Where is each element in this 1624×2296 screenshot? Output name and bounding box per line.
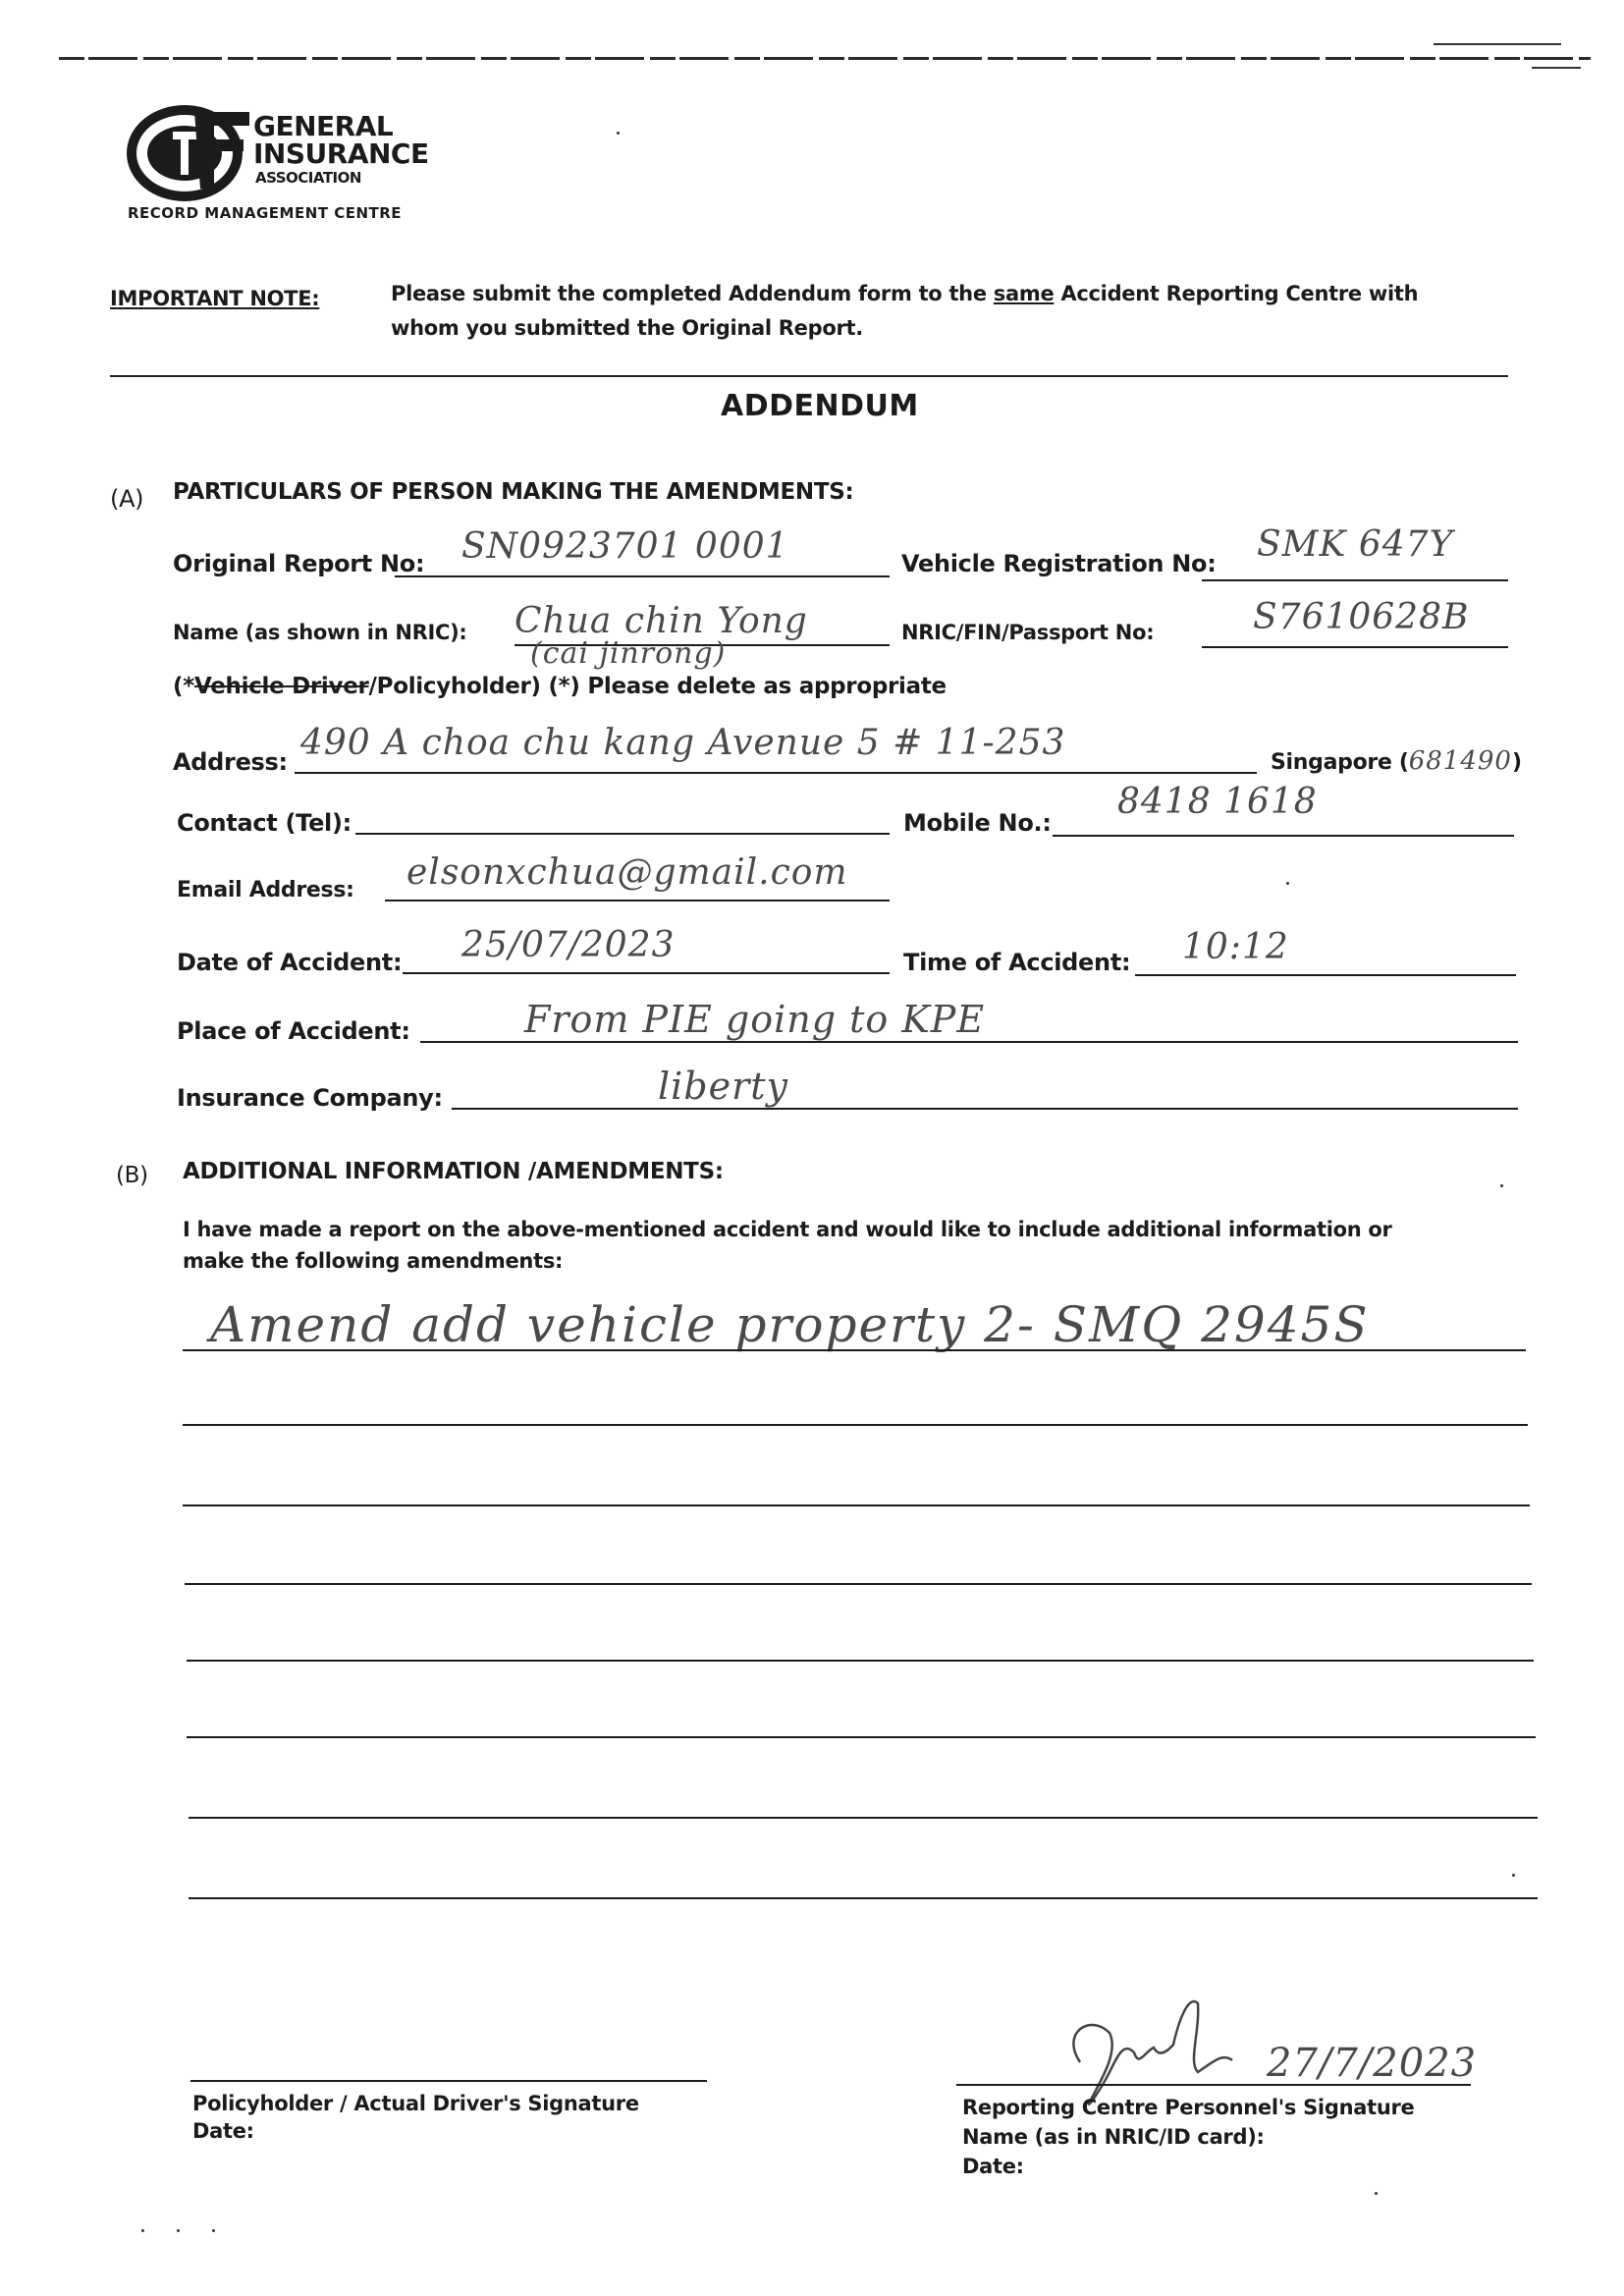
speck — [1512, 1874, 1515, 1877]
amendment-line — [187, 1660, 1534, 1662]
personnel-signature-label: Reporting Centre Personnel's Signature — [962, 2096, 1415, 2119]
amendment-line — [189, 1817, 1538, 1819]
mobile-label: Mobile No.: — [903, 809, 1052, 837]
email-label: Email Address: — [177, 878, 354, 902]
vehicle-reg-value: SMK 647Y — [1257, 524, 1454, 565]
vehicle-reg-label: Vehicle Registration No: — [901, 550, 1217, 577]
policyholder-signature-label: Policyholder / Actual Driver's Signature — [192, 2092, 639, 2115]
important-note-text — [391, 282, 1418, 305]
name-label: Name (as shown in NRIC): — [173, 621, 467, 644]
singapore-label: Singapore ( — [1271, 750, 1409, 775]
date-of-accident-line — [403, 972, 890, 974]
gia-emblem-icon — [126, 102, 263, 210]
speck — [1500, 1184, 1503, 1187]
postal-value: 681490 — [1408, 746, 1512, 776]
original-report-value: SN0923701 0001 — [461, 526, 789, 567]
scan-edge-line — [59, 57, 1591, 60]
note-text-part2: Accident Reporting Centre with — [1054, 282, 1419, 305]
section-a-heading: PARTICULARS OF PERSON MAKING THE AMENDMENTS: — [173, 479, 854, 505]
personnel-date-value: 27/7/2023 — [1267, 2041, 1478, 2086]
place-of-accident-line — [420, 1041, 1518, 1043]
mobile-value: 8418 1618 — [1117, 782, 1318, 822]
speck — [177, 2229, 180, 2232]
speck — [617, 132, 620, 135]
nric-value: S7610628B — [1253, 597, 1470, 637]
address-line — [295, 772, 1257, 774]
speck — [1375, 2192, 1378, 2195]
role-prefix: (* — [173, 674, 194, 699]
personnel-name-label: Name (as in NRIC/ID card): — [962, 2125, 1265, 2149]
nric-line — [1202, 646, 1508, 648]
time-of-accident-value: 10:12 — [1182, 927, 1289, 967]
time-of-accident-line — [1135, 974, 1516, 976]
mobile-line — [1053, 835, 1514, 837]
place-of-accident-label: Place of Accident: — [177, 1017, 410, 1045]
singapore-block — [1271, 746, 1522, 776]
original-report-line — [395, 575, 890, 577]
policyholder-date-label: Date: — [192, 2119, 254, 2143]
name-value: Chua chin Yong — [514, 601, 808, 641]
speck — [1286, 882, 1289, 885]
section-a-marker: (A) — [110, 485, 144, 513]
time-of-accident-label: Time of Accident: — [903, 949, 1131, 976]
important-note-text-line2: whom you submitted the Original Report. — [391, 316, 863, 340]
section-b-intro-line1: I have made a report on the above-mentioned accident and would like to include additional information or — [183, 1218, 1392, 1241]
original-report-label: Original Report No: — [173, 550, 425, 577]
org-name-line2: INSURANCE — [253, 137, 429, 170]
role-struck: Vehicle Driver — [193, 674, 369, 699]
contact-label: Contact (Tel): — [177, 809, 352, 837]
org-name-line3: ASSOCIATION — [255, 169, 361, 187]
scan-edge-mark — [1532, 67, 1581, 69]
insurance-company-value: liberty — [658, 1065, 789, 1108]
amendment-line — [189, 1897, 1538, 1899]
important-note-label: IMPORTANT NOTE: — [110, 287, 320, 310]
vehicle-reg-line — [1202, 579, 1508, 581]
centre-name: RECORD MANAGEMENT CENTRE — [128, 204, 403, 222]
amendment-line — [185, 1583, 1532, 1585]
org-name-line1: GENERAL — [253, 110, 394, 142]
personnel-signature-line — [956, 2084, 1471, 2086]
name-value-line2: (cai jinrong) — [530, 636, 727, 671]
speck — [212, 2229, 215, 2232]
amendment-line — [183, 1349, 1526, 1351]
speck — [141, 2229, 144, 2232]
note-text-same: same — [993, 282, 1055, 305]
scan-edge-mark — [1434, 43, 1561, 45]
role-line — [173, 674, 947, 699]
divider — [110, 375, 1508, 377]
date-of-accident-value: 25/07/2023 — [461, 925, 676, 965]
date-of-accident-label: Date of Accident: — [177, 949, 403, 976]
role-suffix: /Policyholder) (*) Please delete as appropriate — [368, 674, 947, 699]
section-b-heading: ADDITIONAL INFORMATION /AMENDMENTS: — [183, 1159, 724, 1184]
note-text-part1: Please submit the completed Addendum form to the — [391, 282, 994, 305]
amendment-line — [183, 1424, 1528, 1426]
policyholder-signature-line — [190, 2080, 707, 2082]
insurance-company-label: Insurance Company: — [177, 1084, 443, 1112]
email-line — [385, 900, 890, 902]
insurance-company-line — [452, 1108, 1518, 1110]
contact-line — [355, 833, 890, 835]
section-b-marker: (B) — [116, 1163, 148, 1188]
nric-label: NRIC/FIN/Passport No: — [901, 621, 1155, 644]
amendment-line — [183, 1504, 1530, 1506]
form-title: ADDENDUM — [721, 389, 919, 423]
address-value: 490 A choa chu kang Avenue 5 # 11-253 — [300, 723, 1066, 763]
gia-logo — [126, 102, 450, 220]
amendment-text: Amend add vehicle property 2- SMQ 2945S — [210, 1296, 1370, 1353]
place-of-accident-value: From PIE going to KPE — [524, 998, 986, 1041]
amendment-line — [187, 1736, 1536, 1738]
section-b-intro-line2: make the following amendments: — [183, 1249, 564, 1273]
address-label: Address: — [173, 748, 288, 776]
singapore-close: ) — [1511, 750, 1522, 775]
personnel-date-label: Date: — [962, 2155, 1024, 2178]
email-value: elsonxchua@gmail.com — [406, 852, 848, 893]
